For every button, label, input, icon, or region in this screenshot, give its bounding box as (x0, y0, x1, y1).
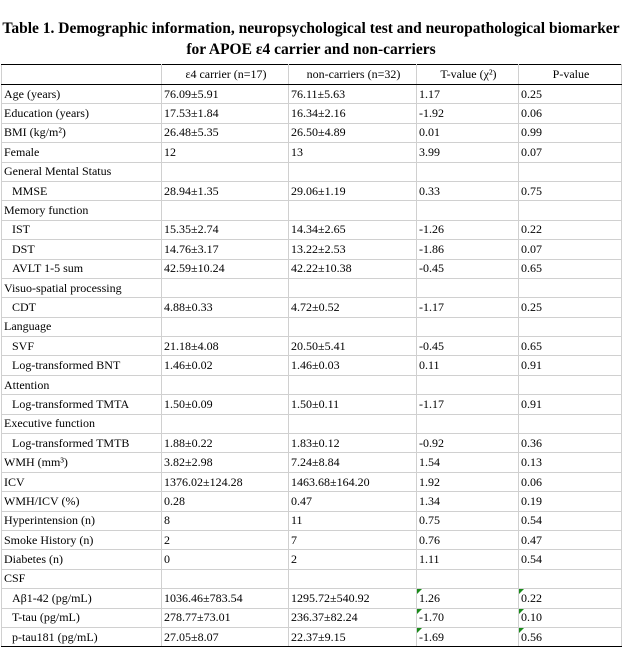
row-label: Female (2, 143, 162, 162)
non-carrier-value: 0.47 (289, 492, 417, 511)
p-value (519, 201, 622, 220)
table-row (2, 453, 622, 472)
table-row (2, 337, 622, 356)
t-value: 0.11 (417, 356, 519, 375)
table-row (2, 375, 622, 394)
e4-carrier-value: 17.53±1.84 (162, 104, 289, 123)
e4-carrier-value: 27.05±8.07 (162, 627, 289, 646)
table-row (2, 85, 622, 104)
e4-carrier-value: 2 (162, 530, 289, 549)
p-value: 0.91 (519, 356, 622, 375)
row-label: Diabetes (n) (2, 550, 162, 569)
e4-carrier-value: 278.77±73.01 (162, 608, 289, 627)
p-value (519, 375, 622, 394)
non-carrier-value: 13 (289, 143, 417, 162)
table-row (2, 104, 622, 123)
e4-carrier-value: 1036.46±783.54 (162, 589, 289, 608)
non-carrier-value (289, 569, 417, 588)
e4-carrier-value: 21.18±4.08 (162, 337, 289, 356)
table-row (2, 181, 622, 200)
row-label: CDT (2, 298, 162, 317)
p-value: 0.07 (519, 143, 622, 162)
e4-carrier-value: 3.82±2.98 (162, 453, 289, 472)
row-label: Visuo-spatial processing (2, 278, 162, 297)
non-carrier-value: 2 (289, 550, 417, 569)
e4-carrier-value: 0 (162, 550, 289, 569)
t-value (417, 375, 519, 394)
row-label: AVLT 1-5 sum (2, 259, 162, 278)
t-value: 1.17 (417, 85, 519, 104)
table-row (2, 472, 622, 491)
row-label: General Mental Status (2, 162, 162, 181)
p-value: 0.91 (519, 395, 622, 414)
t-value: 3.99 (417, 143, 519, 162)
table-row (2, 278, 622, 297)
e4-carrier-value: 76.09±5.91 (162, 85, 289, 104)
non-carrier-value: 20.50±5.41 (289, 337, 417, 356)
p-value (519, 569, 622, 588)
row-label: Smoke History (n) (2, 530, 162, 549)
table-row (2, 162, 622, 181)
e4-carrier-value (162, 569, 289, 588)
non-carrier-value: 7.24±8.84 (289, 453, 417, 472)
table-row (2, 550, 622, 569)
non-carrier-value: 7 (289, 530, 417, 549)
p-value: 0.54 (519, 550, 622, 569)
table-row (2, 627, 622, 646)
row-label: Hyperintension (n) (2, 511, 162, 530)
row-label: Log-transformed BNT (2, 356, 162, 375)
t-value (417, 569, 519, 588)
p-value (519, 317, 622, 336)
non-carrier-value: 1.50±0.11 (289, 395, 417, 414)
p-value (519, 162, 622, 181)
non-carrier-value: 14.34±2.65 (289, 220, 417, 239)
row-label: Attention (2, 375, 162, 394)
t-value: -1.92 (417, 104, 519, 123)
t-value (417, 201, 519, 220)
t-value: -1.70 (417, 608, 519, 627)
row-label: Education (years) (2, 104, 162, 123)
non-carrier-value: 1295.72±540.92 (289, 589, 417, 608)
t-value: -0.45 (417, 259, 519, 278)
e4-carrier-value: 1.50±0.09 (162, 395, 289, 414)
t-value: 1.92 (417, 472, 519, 491)
table-row (2, 298, 622, 317)
table-title-line1: Table 1. Demographic information, neuropsychological test and neuropathological biomarker (2, 20, 620, 37)
e4-carrier-value (162, 414, 289, 433)
row-label: T-tau (pg/mL) (2, 608, 162, 627)
non-carrier-value: 42.22±10.38 (289, 259, 417, 278)
e4-carrier-value: 4.88±0.33 (162, 298, 289, 317)
row-label: Aβ1-42 (pg/mL) (2, 589, 162, 608)
non-carrier-value: 16.34±2.16 (289, 104, 417, 123)
table-row (2, 317, 622, 336)
non-carrier-value: 76.11±5.63 (289, 85, 417, 104)
p-value: 0.99 (519, 123, 622, 142)
row-label: IST (2, 220, 162, 239)
non-carrier-value (289, 375, 417, 394)
t-value: -1.69 (417, 627, 519, 646)
p-value (519, 278, 622, 297)
row-label: Log-transformed TMTB (2, 434, 162, 453)
e4-carrier-value (162, 375, 289, 394)
non-carrier-value: 13.22±2.53 (289, 240, 417, 259)
row-label: p-tau181 (pg/mL) (2, 627, 162, 646)
non-carrier-value: 1463.68±164.20 (289, 472, 417, 491)
t-value: -1.86 (417, 240, 519, 259)
p-value: 0.47 (519, 530, 622, 549)
row-label: WMH/ICV (%) (2, 492, 162, 511)
table-row (2, 434, 622, 453)
header-e4-carrier: ε4 carrier (n=17) (162, 65, 289, 85)
header-label (2, 65, 162, 85)
non-carrier-value: 26.50±4.89 (289, 123, 417, 142)
table-row (2, 511, 622, 530)
t-value: -1.26 (417, 220, 519, 239)
t-value: 1.34 (417, 492, 519, 511)
table-row (2, 589, 622, 608)
t-value: 1.26 (417, 589, 519, 608)
non-carrier-value: 4.72±0.52 (289, 298, 417, 317)
row-label: Age (years) (2, 85, 162, 104)
demographics-table (1, 64, 622, 647)
table-row (2, 414, 622, 433)
table-row (2, 395, 622, 414)
header-non-carriers: non-carriers (n=32) (289, 65, 417, 85)
p-value: 0.22 (519, 589, 622, 608)
p-value: 0.56 (519, 627, 622, 646)
row-label: DST (2, 240, 162, 259)
e4-carrier-value: 26.48±5.35 (162, 123, 289, 142)
table-row (2, 220, 622, 239)
row-label: SVF (2, 337, 162, 356)
header-p-value: P-value (519, 65, 622, 85)
p-value: 0.36 (519, 434, 622, 453)
e4-carrier-value (162, 162, 289, 181)
table-row (2, 123, 622, 142)
row-label: BMI (kg/m²) (2, 123, 162, 142)
table-title (0, 18, 622, 60)
row-label: ICV (2, 472, 162, 491)
row-label: MMSE (2, 181, 162, 200)
row-label: Executive function (2, 414, 162, 433)
e4-carrier-value: 1.46±0.02 (162, 356, 289, 375)
row-label: Language (2, 317, 162, 336)
non-carrier-value: 22.37±9.15 (289, 627, 417, 646)
t-value: 0.75 (417, 511, 519, 530)
non-carrier-value (289, 162, 417, 181)
t-value: -0.45 (417, 337, 519, 356)
e4-carrier-value: 1376.02±124.28 (162, 472, 289, 491)
p-value: 0.07 (519, 240, 622, 259)
non-carrier-value: 1.83±0.12 (289, 434, 417, 453)
non-carrier-value (289, 317, 417, 336)
non-carrier-value (289, 414, 417, 433)
p-value: 0.54 (519, 511, 622, 530)
e4-carrier-value: 14.76±3.17 (162, 240, 289, 259)
table-title-line2: for APOE ε4 carrier and non-carriers (186, 41, 436, 58)
t-value (417, 414, 519, 433)
table-row (2, 608, 622, 627)
t-value (417, 317, 519, 336)
non-carrier-value: 1.46±0.03 (289, 356, 417, 375)
table-row (2, 143, 622, 162)
row-label: Memory function (2, 201, 162, 220)
e4-carrier-value: 1.88±0.22 (162, 434, 289, 453)
e4-carrier-value (162, 317, 289, 336)
e4-carrier-value: 15.35±2.74 (162, 220, 289, 239)
p-value (519, 414, 622, 433)
p-value: 0.25 (519, 85, 622, 104)
table-row (2, 530, 622, 549)
table-body (2, 85, 622, 647)
table-row (2, 569, 622, 588)
p-value: 0.06 (519, 472, 622, 491)
p-value: 0.65 (519, 259, 622, 278)
p-value: 0.22 (519, 220, 622, 239)
header-row (2, 65, 622, 85)
e4-carrier-value (162, 278, 289, 297)
t-value: 0.33 (417, 181, 519, 200)
table-row (2, 259, 622, 278)
p-value: 0.19 (519, 492, 622, 511)
t-value: 0.76 (417, 530, 519, 549)
p-value: 0.13 (519, 453, 622, 472)
table-row (2, 240, 622, 259)
non-carrier-value: 29.06±1.19 (289, 181, 417, 200)
t-value: 1.54 (417, 453, 519, 472)
p-value: 0.65 (519, 337, 622, 356)
e4-carrier-value: 8 (162, 511, 289, 530)
row-label: Log-transformed TMTA (2, 395, 162, 414)
t-value: -1.17 (417, 298, 519, 317)
row-label: WMH (mm³) (2, 453, 162, 472)
t-value: 0.01 (417, 123, 519, 142)
t-value (417, 278, 519, 297)
p-value: 0.75 (519, 181, 622, 200)
e4-carrier-value (162, 201, 289, 220)
e4-carrier-value: 0.28 (162, 492, 289, 511)
table-row (2, 356, 622, 375)
header-t-value: T-value (χ²) (417, 65, 519, 85)
p-value: 0.06 (519, 104, 622, 123)
p-value: 0.10 (519, 608, 622, 627)
non-carrier-value: 236.37±82.24 (289, 608, 417, 627)
table-row (2, 201, 622, 220)
e4-carrier-value: 42.59±10.24 (162, 259, 289, 278)
non-carrier-value (289, 201, 417, 220)
t-value: -1.17 (417, 395, 519, 414)
t-value: 1.11 (417, 550, 519, 569)
e4-carrier-value: 12 (162, 143, 289, 162)
table-row (2, 492, 622, 511)
p-value: 0.25 (519, 298, 622, 317)
non-carrier-value (289, 278, 417, 297)
t-value (417, 162, 519, 181)
t-value: -0.92 (417, 434, 519, 453)
e4-carrier-value: 28.94±1.35 (162, 181, 289, 200)
row-label: CSF (2, 569, 162, 588)
non-carrier-value: 11 (289, 511, 417, 530)
